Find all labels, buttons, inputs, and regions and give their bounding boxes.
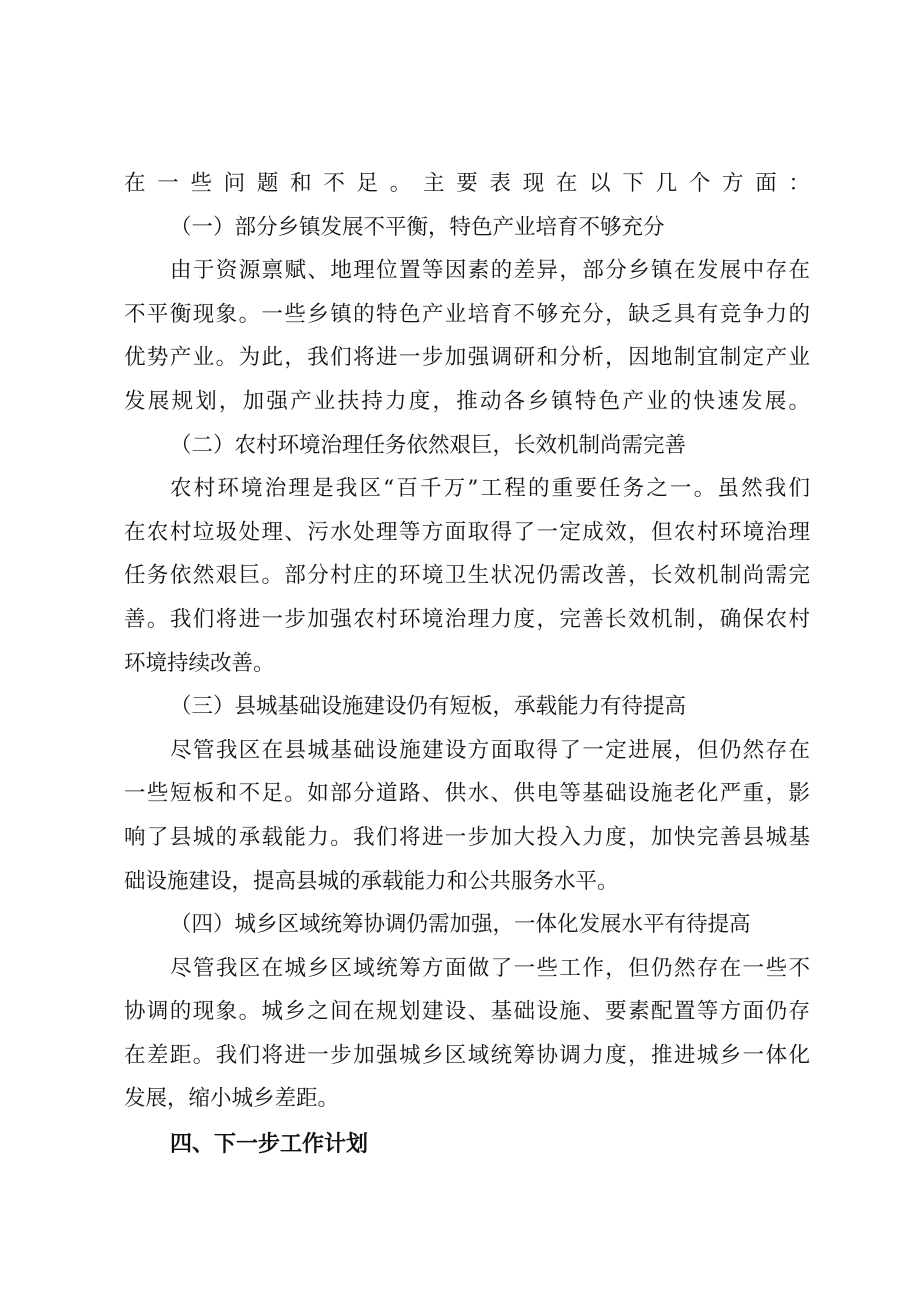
paragraph-line: 响了县城的承载能力。我们将进一步加大投入力度，加快完善县城基 — [124, 824, 810, 850]
paragraph-line: 由于资源禀赋、地理位置等因素的差异，部分乡镇在发展中存在 — [170, 258, 810, 284]
paragraph-line: 在差距。我们将进一步加强城乡区域统筹协调力度，推进城乡一体化 — [124, 1042, 810, 1068]
paragraph-line: 在一些问题和不足。主要表现在以下几个方面： — [124, 171, 810, 196]
paragraph-line: 不平衡现象。一些乡镇的特色产业培育不够充分，缺乏具有竞争力的 — [124, 301, 810, 327]
subsection-heading-3: （三）县城基础设施建设仍有短板，承载能力有待提高 — [170, 694, 687, 720]
subsection-heading-1: （一）部分乡镇发展不平衡，特色产业培育不够充分 — [170, 214, 665, 240]
paragraph-line: 在农村垃圾处理、污水处理等方面取得了一定成效，但农村环境治理 — [124, 519, 810, 545]
section-title: 四、下一步工作计划 — [170, 1132, 369, 1158]
paragraph-line: 农村环境治理是我区“百千万”工程的重要任务之一。虽然我们 — [170, 476, 810, 502]
paragraph-line: 一些短板和不足。如部分道路、供水、供电等基础设施老化严重，影 — [124, 781, 810, 807]
paragraph-line: 尽管我区在县城基础设施建设方面取得了一定进展，但仍然存在 — [170, 737, 810, 763]
paragraph-line: 善。我们将进一步加强农村环境治理力度，完善长效机制，确保农村 — [124, 606, 810, 632]
subsection-heading-2: （二）农村环境治理任务依然艰巨，长效机制尚需完善 — [170, 432, 687, 458]
paragraph-line: 任务依然艰巨。部分村庄的环境卫生状况仍需改善，长效机制尚需完 — [124, 563, 810, 589]
paragraph-line: 优势产业。为此，我们将进一步加强调研和分析，因地制宜制定产业 — [124, 345, 810, 371]
paragraph-line: 环境持续改善。 — [124, 650, 275, 676]
subsection-heading-4: （四）城乡区域统筹协调仍需加强，一体化发展水平有待提高 — [170, 912, 751, 938]
paragraph-line: 础设施建设，提高县城的承载能力和公共服务水平。 — [124, 868, 619, 894]
document-body — [124, 162, 810, 1169]
paragraph-line: 尽管我区在城乡区域统筹方面做了一些工作，但仍然存在一些不 — [170, 955, 810, 981]
paragraph-line: 发展规划，加强产业扶持力度，推动各乡镇特色产业的快速发展。 — [124, 388, 810, 414]
paragraph-line: 发展，缩小城乡差距。 — [124, 1086, 340, 1112]
paragraph-line: 协调的现象。城乡之间在规划建设、基础设施、要素配置等方面仍存 — [124, 999, 810, 1025]
